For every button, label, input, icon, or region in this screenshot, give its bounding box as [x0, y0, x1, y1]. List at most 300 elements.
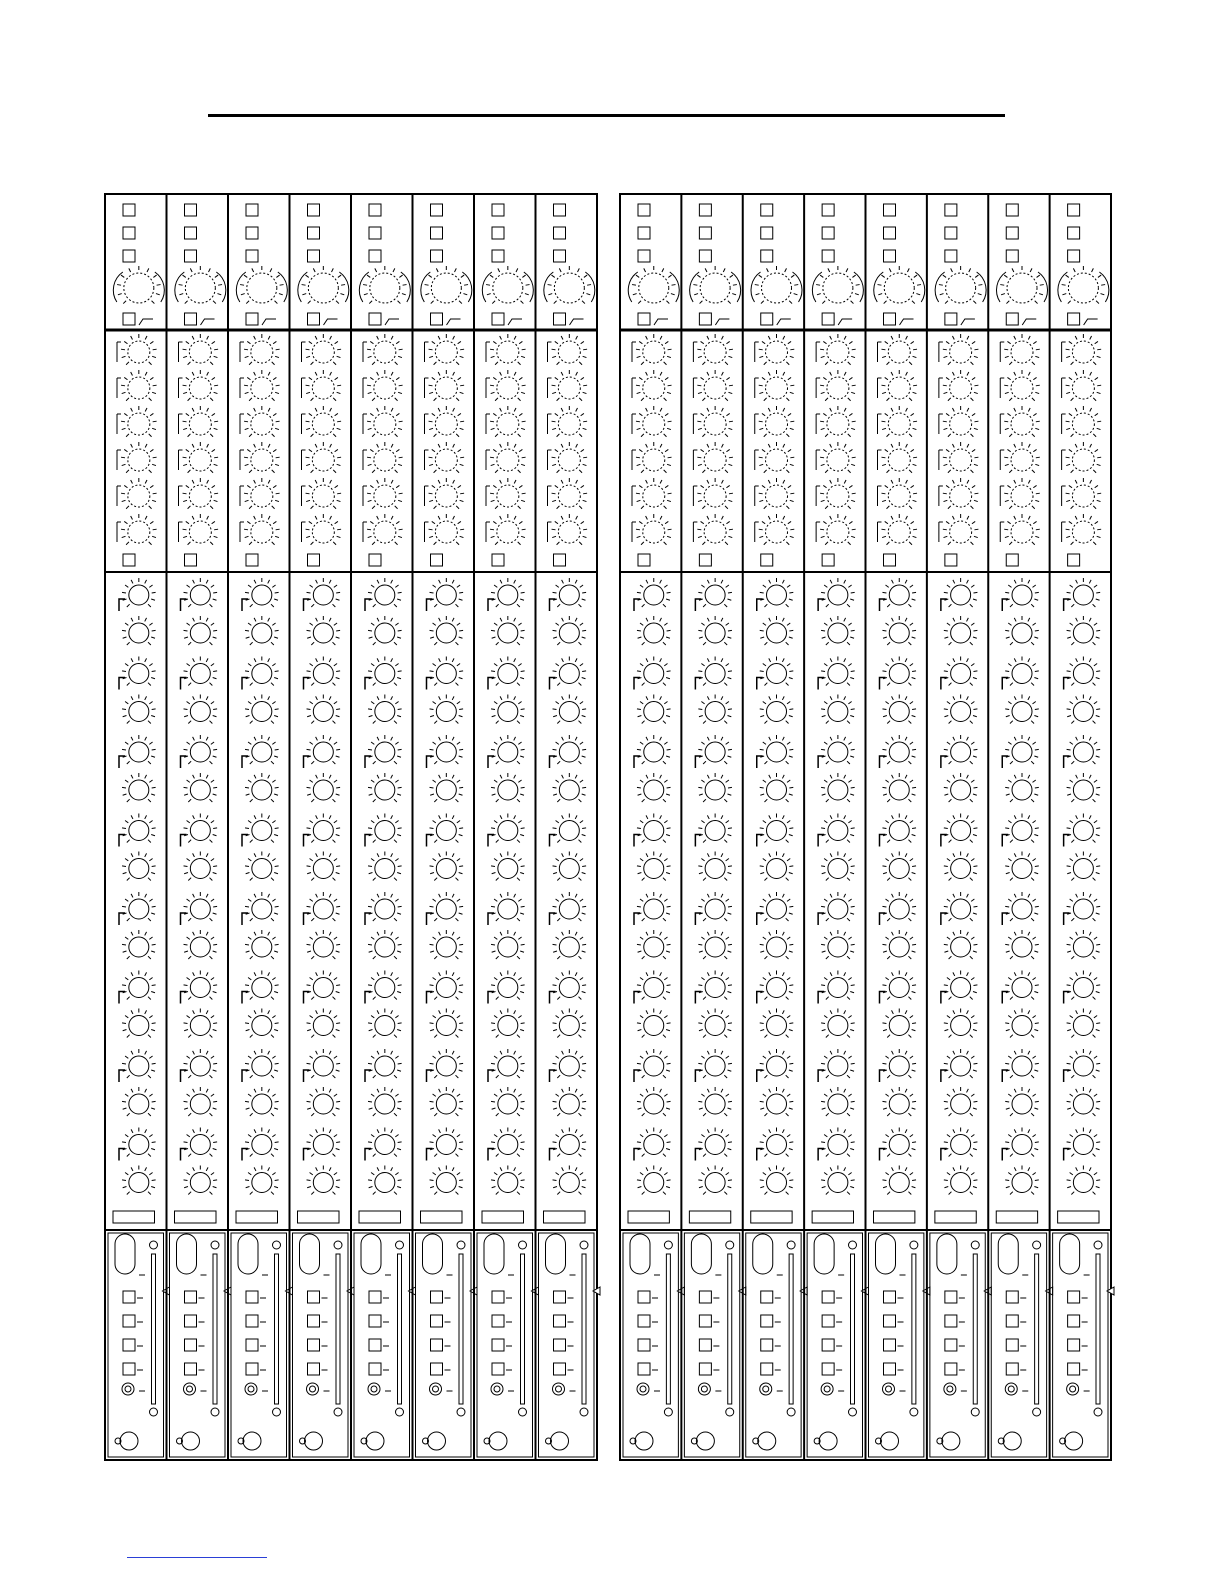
eq-knob[interactable]: [306, 514, 342, 545]
eq-knob[interactable]: [429, 514, 465, 545]
aux-send-knob[interactable]: [760, 578, 794, 607]
gain-knob[interactable]: [175, 266, 226, 304]
eq-knob[interactable]: [306, 442, 342, 473]
eq-knob[interactable]: [697, 370, 733, 401]
aux-send-knob[interactable]: [184, 971, 218, 1000]
aux-pan-knob[interactable]: [1067, 930, 1101, 959]
aux-pan-knob[interactable]: [553, 930, 587, 959]
aux-pan-knob[interactable]: [821, 1166, 855, 1195]
eq-knob[interactable]: [1004, 442, 1040, 473]
input-button[interactable]: [761, 250, 773, 262]
oval-button[interactable]: [753, 1234, 773, 1274]
small-knob[interactable]: [881, 1432, 899, 1450]
aux-pan-knob[interactable]: [760, 1009, 794, 1038]
aux-send-knob[interactable]: [637, 657, 671, 686]
aux-send-knob[interactable]: [698, 971, 732, 1000]
aux-send-knob[interactable]: [637, 1128, 671, 1157]
aux-send-knob[interactable]: [1005, 1049, 1039, 1078]
aux-send-knob[interactable]: [553, 892, 587, 921]
fader-slot[interactable]: [459, 1254, 463, 1404]
eq-knob[interactable]: [943, 442, 979, 473]
aux-pan-knob[interactable]: [882, 1166, 916, 1195]
aux-send-knob[interactable]: [1005, 578, 1039, 607]
oval-button[interactable]: [177, 1234, 197, 1274]
small-knob[interactable]: [942, 1432, 960, 1450]
eq-knob[interactable]: [820, 334, 856, 365]
scribble-strip[interactable]: [996, 1211, 1037, 1223]
oval-button[interactable]: [546, 1234, 566, 1274]
channel-button[interactable]: [945, 1315, 957, 1327]
aux-pan-knob[interactable]: [1005, 930, 1039, 959]
oval-button[interactable]: [630, 1234, 650, 1274]
aux-pan-knob[interactable]: [491, 930, 525, 959]
eq-knob[interactable]: [881, 406, 917, 437]
high-pass-button[interactable]: [185, 313, 197, 325]
aux-pan-knob[interactable]: [491, 773, 525, 802]
aux-pan-knob[interactable]: [882, 616, 916, 645]
aux-pan-knob[interactable]: [491, 1166, 525, 1195]
eq-in-button[interactable]: [1006, 554, 1018, 566]
eq-knob[interactable]: [1066, 334, 1102, 365]
input-button[interactable]: [431, 250, 443, 262]
aux-send-knob[interactable]: [698, 578, 732, 607]
aux-pan-knob[interactable]: [1005, 852, 1039, 881]
aux-send-knob[interactable]: [245, 1049, 279, 1078]
channel-button[interactable]: [554, 1363, 566, 1375]
input-button[interactable]: [369, 227, 381, 239]
aux-send-knob[interactable]: [491, 1128, 525, 1157]
aux-pan-knob[interactable]: [882, 1087, 916, 1116]
fader-slot[interactable]: [521, 1254, 525, 1404]
aux-send-knob[interactable]: [184, 814, 218, 843]
channel-button[interactable]: [1006, 1291, 1018, 1303]
eq-knob[interactable]: [1004, 334, 1040, 365]
eq-knob[interactable]: [552, 442, 588, 473]
input-button[interactable]: [246, 227, 258, 239]
eq-knob[interactable]: [121, 370, 157, 401]
eq-knob[interactable]: [306, 370, 342, 401]
aux-send-knob[interactable]: [307, 657, 341, 686]
aux-pan-knob[interactable]: [760, 616, 794, 645]
channel-button[interactable]: [185, 1315, 197, 1327]
aux-pan-knob[interactable]: [122, 1166, 156, 1195]
aux-pan-knob[interactable]: [491, 1009, 525, 1038]
eq-knob[interactable]: [183, 334, 219, 365]
fader-slot[interactable]: [152, 1254, 156, 1404]
channel-button[interactable]: [123, 1363, 135, 1375]
channel-button[interactable]: [554, 1315, 566, 1327]
aux-send-knob[interactable]: [307, 1049, 341, 1078]
input-button[interactable]: [431, 204, 443, 216]
aux-send-knob[interactable]: [491, 578, 525, 607]
eq-knob[interactable]: [943, 406, 979, 437]
channel-button[interactable]: [123, 1291, 135, 1303]
eq-in-button[interactable]: [1068, 554, 1080, 566]
eq-knob[interactable]: [552, 334, 588, 365]
aux-send-knob[interactable]: [944, 814, 978, 843]
aux-pan-knob[interactable]: [637, 930, 671, 959]
input-button[interactable]: [884, 227, 896, 239]
aux-send-knob[interactable]: [637, 814, 671, 843]
aux-pan-knob[interactable]: [698, 852, 732, 881]
channel-button[interactable]: [431, 1291, 443, 1303]
eq-knob[interactable]: [552, 514, 588, 545]
small-knob[interactable]: [1003, 1432, 1021, 1450]
oval-button[interactable]: [691, 1234, 711, 1274]
small-knob[interactable]: [758, 1432, 776, 1450]
aux-send-knob[interactable]: [122, 735, 156, 764]
high-pass-button[interactable]: [246, 313, 258, 325]
eq-knob[interactable]: [943, 478, 979, 509]
channel-button[interactable]: [761, 1339, 773, 1351]
eq-knob[interactable]: [636, 514, 672, 545]
eq-knob[interactable]: [306, 478, 342, 509]
aux-send-knob[interactable]: [821, 657, 855, 686]
high-pass-button[interactable]: [945, 313, 957, 325]
oval-button[interactable]: [423, 1234, 443, 1274]
gain-knob[interactable]: [751, 266, 802, 304]
aux-pan-knob[interactable]: [821, 773, 855, 802]
aux-pan-knob[interactable]: [944, 1009, 978, 1038]
aux-send-knob[interactable]: [1005, 1128, 1039, 1157]
aux-pan-knob[interactable]: [760, 773, 794, 802]
eq-knob[interactable]: [697, 478, 733, 509]
eq-in-button[interactable]: [369, 554, 381, 566]
eq-knob[interactable]: [697, 406, 733, 437]
aux-pan-knob[interactable]: [637, 773, 671, 802]
aux-send-knob[interactable]: [368, 578, 402, 607]
eq-in-button[interactable]: [492, 554, 504, 566]
input-button[interactable]: [699, 250, 711, 262]
channel-button[interactable]: [246, 1363, 258, 1375]
eq-knob[interactable]: [1004, 514, 1040, 545]
eq-in-button[interactable]: [431, 554, 443, 566]
channel-button[interactable]: [185, 1363, 197, 1375]
input-button[interactable]: [638, 204, 650, 216]
fader-slot[interactable]: [973, 1254, 977, 1404]
aux-pan-knob[interactable]: [368, 1087, 402, 1116]
aux-pan-knob[interactable]: [245, 852, 279, 881]
aux-pan-knob[interactable]: [491, 1087, 525, 1116]
aux-pan-knob[interactable]: [307, 1166, 341, 1195]
scribble-strip[interactable]: [421, 1211, 463, 1223]
aux-pan-knob[interactable]: [882, 1009, 916, 1038]
aux-send-knob[interactable]: [430, 1049, 464, 1078]
eq-in-button[interactable]: [123, 554, 135, 566]
aux-pan-knob[interactable]: [698, 930, 732, 959]
aux-pan-knob[interactable]: [553, 1166, 587, 1195]
channel-button[interactable]: [246, 1315, 258, 1327]
aux-send-knob[interactable]: [882, 657, 916, 686]
input-button[interactable]: [699, 227, 711, 239]
small-knob[interactable]: [120, 1432, 138, 1450]
input-button[interactable]: [246, 204, 258, 216]
aux-pan-knob[interactable]: [760, 1166, 794, 1195]
channel-button[interactable]: [822, 1339, 834, 1351]
aux-pan-knob[interactable]: [944, 616, 978, 645]
scribble-strip[interactable]: [359, 1211, 401, 1223]
gain-knob[interactable]: [113, 266, 164, 304]
aux-send-knob[interactable]: [1005, 657, 1039, 686]
channel-button[interactable]: [945, 1339, 957, 1351]
channel-button[interactable]: [822, 1315, 834, 1327]
channel-button[interactable]: [308, 1291, 320, 1303]
small-knob[interactable]: [428, 1432, 446, 1450]
eq-in-button[interactable]: [246, 554, 258, 566]
input-button[interactable]: [554, 227, 566, 239]
aux-pan-knob[interactable]: [760, 930, 794, 959]
channel-button[interactable]: [431, 1363, 443, 1375]
scribble-strip[interactable]: [628, 1211, 669, 1223]
input-button[interactable]: [431, 227, 443, 239]
aux-pan-knob[interactable]: [368, 930, 402, 959]
aux-pan-knob[interactable]: [307, 773, 341, 802]
eq-knob[interactable]: [820, 514, 856, 545]
aux-pan-knob[interactable]: [637, 616, 671, 645]
aux-pan-knob[interactable]: [1005, 1009, 1039, 1038]
aux-send-knob[interactable]: [245, 657, 279, 686]
input-button[interactable]: [638, 250, 650, 262]
high-pass-button[interactable]: [761, 313, 773, 325]
eq-knob[interactable]: [244, 514, 280, 545]
aux-pan-knob[interactable]: [307, 930, 341, 959]
fader-slot[interactable]: [582, 1254, 586, 1404]
aux-pan-knob[interactable]: [122, 773, 156, 802]
aux-pan-knob[interactable]: [122, 1009, 156, 1038]
channel-button[interactable]: [1006, 1363, 1018, 1375]
channel-button[interactable]: [369, 1315, 381, 1327]
eq-knob[interactable]: [1004, 406, 1040, 437]
aux-send-knob[interactable]: [1005, 892, 1039, 921]
aux-send-knob[interactable]: [1067, 578, 1101, 607]
aux-pan-knob[interactable]: [637, 1087, 671, 1116]
aux-pan-knob[interactable]: [698, 773, 732, 802]
aux-pan-knob[interactable]: [1067, 616, 1101, 645]
gain-knob[interactable]: [812, 266, 863, 304]
eq-knob[interactable]: [429, 478, 465, 509]
aux-send-knob[interactable]: [430, 735, 464, 764]
small-knob[interactable]: [489, 1432, 507, 1450]
eq-knob[interactable]: [881, 514, 917, 545]
fader-slot[interactable]: [213, 1254, 217, 1404]
aux-send-knob[interactable]: [760, 892, 794, 921]
aux-send-knob[interactable]: [1005, 971, 1039, 1000]
aux-send-knob[interactable]: [368, 971, 402, 1000]
eq-knob[interactable]: [367, 478, 403, 509]
channel-button[interactable]: [699, 1315, 711, 1327]
oval-button[interactable]: [1060, 1234, 1080, 1274]
eq-knob[interactable]: [183, 478, 219, 509]
eq-knob[interactable]: [183, 442, 219, 473]
scribble-strip[interactable]: [751, 1211, 792, 1223]
aux-send-knob[interactable]: [122, 971, 156, 1000]
eq-knob[interactable]: [306, 334, 342, 365]
eq-in-button[interactable]: [185, 554, 197, 566]
aux-pan-knob[interactable]: [184, 773, 218, 802]
eq-in-button[interactable]: [308, 554, 320, 566]
eq-knob[interactable]: [183, 514, 219, 545]
aux-send-knob[interactable]: [307, 892, 341, 921]
input-button[interactable]: [369, 250, 381, 262]
eq-knob[interactable]: [759, 334, 795, 365]
aux-pan-knob[interactable]: [368, 773, 402, 802]
high-pass-button[interactable]: [638, 313, 650, 325]
eq-knob[interactable]: [1066, 478, 1102, 509]
eq-knob[interactable]: [183, 370, 219, 401]
scribble-strip[interactable]: [874, 1211, 915, 1223]
aux-pan-knob[interactable]: [430, 930, 464, 959]
input-button[interactable]: [761, 227, 773, 239]
scribble-strip[interactable]: [175, 1211, 217, 1223]
aux-send-knob[interactable]: [1067, 814, 1101, 843]
input-button[interactable]: [554, 204, 566, 216]
channel-button[interactable]: [884, 1291, 896, 1303]
channel-button[interactable]: [492, 1339, 504, 1351]
fader-slot[interactable]: [851, 1254, 855, 1404]
aux-pan-knob[interactable]: [1067, 773, 1101, 802]
aux-pan-knob[interactable]: [553, 695, 587, 724]
aux-send-knob[interactable]: [882, 892, 916, 921]
aux-pan-knob[interactable]: [1005, 1166, 1039, 1195]
eq-knob[interactable]: [759, 442, 795, 473]
aux-pan-knob[interactable]: [1005, 695, 1039, 724]
aux-send-knob[interactable]: [821, 892, 855, 921]
aux-send-knob[interactable]: [553, 1128, 587, 1157]
eq-knob[interactable]: [881, 370, 917, 401]
gain-knob[interactable]: [1058, 266, 1109, 304]
aux-pan-knob[interactable]: [1005, 773, 1039, 802]
small-knob[interactable]: [366, 1432, 384, 1450]
gain-knob[interactable]: [935, 266, 986, 304]
aux-send-knob[interactable]: [553, 971, 587, 1000]
eq-knob[interactable]: [490, 406, 526, 437]
eq-knob[interactable]: [759, 406, 795, 437]
aux-pan-knob[interactable]: [368, 695, 402, 724]
aux-pan-knob[interactable]: [184, 1087, 218, 1116]
eq-knob[interactable]: [490, 478, 526, 509]
aux-send-knob[interactable]: [1005, 735, 1039, 764]
aux-send-knob[interactable]: [821, 1128, 855, 1157]
eq-knob[interactable]: [244, 442, 280, 473]
channel-button[interactable]: [185, 1291, 197, 1303]
eq-knob[interactable]: [1066, 370, 1102, 401]
aux-send-knob[interactable]: [245, 578, 279, 607]
channel-button[interactable]: [822, 1291, 834, 1303]
gain-knob[interactable]: [421, 266, 472, 304]
aux-pan-knob[interactable]: [430, 1009, 464, 1038]
input-button[interactable]: [492, 250, 504, 262]
aux-send-knob[interactable]: [307, 971, 341, 1000]
eq-knob[interactable]: [881, 334, 917, 365]
fader-slot[interactable]: [789, 1254, 793, 1404]
eq-knob[interactable]: [759, 478, 795, 509]
channel-button[interactable]: [638, 1339, 650, 1351]
eq-knob[interactable]: [429, 442, 465, 473]
scribble-strip[interactable]: [482, 1211, 524, 1223]
aux-send-knob[interactable]: [245, 892, 279, 921]
channel-button[interactable]: [884, 1315, 896, 1327]
aux-pan-knob[interactable]: [245, 616, 279, 645]
eq-knob[interactable]: [943, 370, 979, 401]
eq-knob[interactable]: [121, 478, 157, 509]
eq-knob[interactable]: [552, 406, 588, 437]
channel-button[interactable]: [884, 1339, 896, 1351]
aux-send-knob[interactable]: [122, 1049, 156, 1078]
aux-pan-knob[interactable]: [553, 1009, 587, 1038]
aux-send-knob[interactable]: [491, 814, 525, 843]
aux-send-knob[interactable]: [553, 657, 587, 686]
eq-knob[interactable]: [367, 442, 403, 473]
aux-pan-knob[interactable]: [760, 852, 794, 881]
aux-send-knob[interactable]: [1067, 657, 1101, 686]
aux-send-knob[interactable]: [760, 657, 794, 686]
oval-button[interactable]: [937, 1234, 957, 1274]
aux-pan-knob[interactable]: [553, 1087, 587, 1116]
aux-pan-knob[interactable]: [637, 852, 671, 881]
aux-send-knob[interactable]: [821, 735, 855, 764]
aux-send-knob[interactable]: [944, 1128, 978, 1157]
aux-send-knob[interactable]: [1067, 971, 1101, 1000]
aux-pan-knob[interactable]: [122, 930, 156, 959]
eq-in-button[interactable]: [699, 554, 711, 566]
aux-send-knob[interactable]: [430, 814, 464, 843]
aux-send-knob[interactable]: [553, 578, 587, 607]
aux-pan-knob[interactable]: [184, 930, 218, 959]
aux-send-knob[interactable]: [184, 892, 218, 921]
aux-pan-knob[interactable]: [184, 1009, 218, 1038]
aux-send-knob[interactable]: [637, 578, 671, 607]
channel-button[interactable]: [554, 1291, 566, 1303]
channel-button[interactable]: [884, 1363, 896, 1375]
oval-button[interactable]: [876, 1234, 896, 1274]
aux-pan-knob[interactable]: [245, 1009, 279, 1038]
eq-knob[interactable]: [367, 334, 403, 365]
input-button[interactable]: [123, 227, 135, 239]
aux-send-knob[interactable]: [882, 1049, 916, 1078]
aux-pan-knob[interactable]: [184, 616, 218, 645]
input-button[interactable]: [492, 204, 504, 216]
eq-knob[interactable]: [820, 406, 856, 437]
input-button[interactable]: [699, 204, 711, 216]
aux-pan-knob[interactable]: [821, 1087, 855, 1116]
channel-button[interactable]: [638, 1363, 650, 1375]
aux-send-knob[interactable]: [698, 814, 732, 843]
eq-knob[interactable]: [490, 442, 526, 473]
input-button[interactable]: [308, 204, 320, 216]
aux-send-knob[interactable]: [698, 735, 732, 764]
channel-button[interactable]: [369, 1339, 381, 1351]
eq-knob[interactable]: [759, 514, 795, 545]
high-pass-button[interactable]: [554, 313, 566, 325]
aux-pan-knob[interactable]: [637, 695, 671, 724]
aux-send-knob[interactable]: [491, 1049, 525, 1078]
channel-button[interactable]: [308, 1363, 320, 1375]
aux-send-knob[interactable]: [430, 971, 464, 1000]
scribble-strip[interactable]: [935, 1211, 976, 1223]
channel-button[interactable]: [492, 1291, 504, 1303]
aux-send-knob[interactable]: [698, 1049, 732, 1078]
aux-pan-knob[interactable]: [122, 695, 156, 724]
eq-knob[interactable]: [183, 406, 219, 437]
eq-knob[interactable]: [367, 514, 403, 545]
high-pass-button[interactable]: [492, 313, 504, 325]
aux-pan-knob[interactable]: [698, 695, 732, 724]
aux-pan-knob[interactable]: [944, 695, 978, 724]
aux-send-knob[interactable]: [882, 814, 916, 843]
channel-button[interactable]: [246, 1291, 258, 1303]
aux-send-knob[interactable]: [184, 657, 218, 686]
aux-pan-knob[interactable]: [944, 773, 978, 802]
